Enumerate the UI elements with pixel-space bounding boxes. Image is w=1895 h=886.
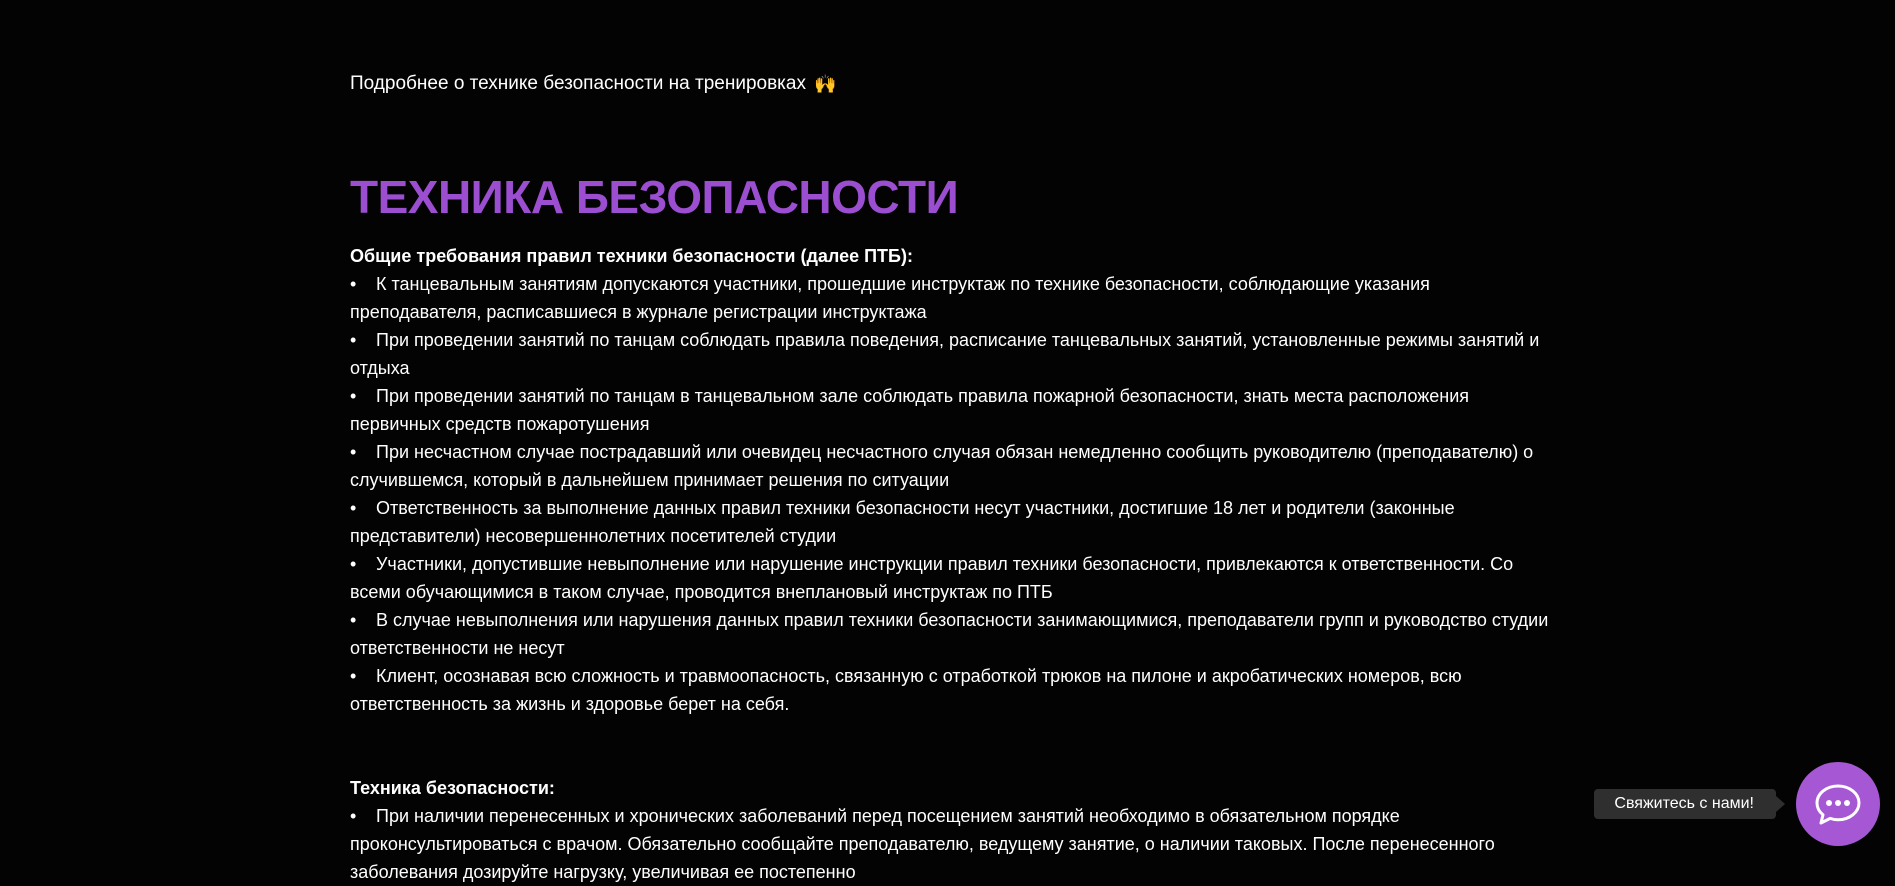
- safety-technique-heading: Техника безопасности:: [350, 778, 555, 798]
- bullet-marker: •: [350, 806, 357, 826]
- list-item-text: При проведении занятий по танцам соблюдать правила поведения, расписание танцевальных занятий, установленные режимы занятий и отдыха: [350, 330, 1540, 378]
- intro-paragraph: [350, 70, 1560, 98]
- bullet-marker: •: [350, 610, 357, 630]
- list-item-text: Ответственность за выполнение данных правил техники безопасности несут участники, достигшие 18 лет и родители (законные представители) несовершеннолетних посетителей студии: [350, 498, 1455, 546]
- bullet-marker: •: [350, 442, 357, 462]
- list-item: [350, 550, 1560, 606]
- list-item: [350, 494, 1560, 550]
- list-item-text: При несчастном случае пострадавший или очевидец несчастного случая обязан немедленно сообщить руководителю (преподавателю) о случившемся, который в дальнейшем принимает решения по ситуации: [350, 442, 1534, 490]
- page-title: ТЕХНИКА БЕЗОПАСНОСТИ: [350, 171, 959, 223]
- list-item: [350, 606, 1560, 662]
- bullet-marker: •: [350, 386, 357, 406]
- bullet-marker: •: [350, 554, 357, 574]
- list-item-text: Клиент, осознавая всю сложность и травмоопасность, связанную с отработкой трюков на пилоне и акробатических номеров, всю ответственность за жизнь и здоровье берет на себя.: [350, 666, 1462, 714]
- list-item: [350, 382, 1560, 438]
- general-requirements-list: [350, 270, 1560, 718]
- bullet-marker: •: [350, 274, 357, 294]
- safety-technique-list: [350, 802, 1560, 886]
- list-item-text: Участники, допустившие невыполнение или нарушение инструкции правил техники безопасности, привлекаются к ответственности. Со всеми обучающимися в таком случае, проводится внеплановый инструктаж по ПТБ: [350, 554, 1514, 602]
- raised-hands-icon: 🙌: [813, 74, 837, 94]
- list-item: [350, 438, 1560, 494]
- list-item: [350, 802, 1560, 886]
- main-content: [350, 70, 1560, 886]
- list-item-text: В случае невыполнения или нарушения данных правил техники безопасности занимающимися, преподаватели групп и руководство студии ответственности не несут: [350, 610, 1549, 658]
- intro-text: Подробнее о технике безопасности на тренировках: [350, 73, 806, 94]
- bullet-marker: •: [350, 330, 357, 350]
- chat-bubble-icon: [1814, 782, 1862, 826]
- list-item: [350, 326, 1560, 382]
- bullet-marker: •: [350, 498, 357, 518]
- bullet-marker: •: [350, 666, 357, 686]
- chat-widget: [1594, 762, 1880, 846]
- list-item-text: К танцевальным занятиям допускаются участники, прошедшие инструктаж по технике безопасности, соблюдающие указания преподавателя, расписавшиеся в журнале регистрации инструктажа: [350, 274, 1430, 322]
- list-item-text: При наличии перенесенных и хронических заболеваний перед посещением занятий необходимо в обязательном порядке проконсультироваться с врачом. Обязательно сообщайте преподавателю, ведущему занятие, о наличии таковых. После перенесенного заболевания дозируйте нагрузку, увеличивая ее постепенно: [350, 806, 1495, 882]
- general-requirements-heading: Общие требования правил техники безопасности (далее ПТБ):: [350, 246, 913, 266]
- list-item-text: При проведении занятий по танцам в танцевальном зале соблюдать правила пожарной безопасности, знать места расположения первичных средств пожаротушения: [350, 386, 1470, 434]
- chat-button[interactable]: [1796, 762, 1880, 846]
- chat-tooltip[interactable]: Свяжитесь с нами!: [1594, 789, 1776, 819]
- list-item: [350, 270, 1560, 326]
- list-item: [350, 662, 1560, 718]
